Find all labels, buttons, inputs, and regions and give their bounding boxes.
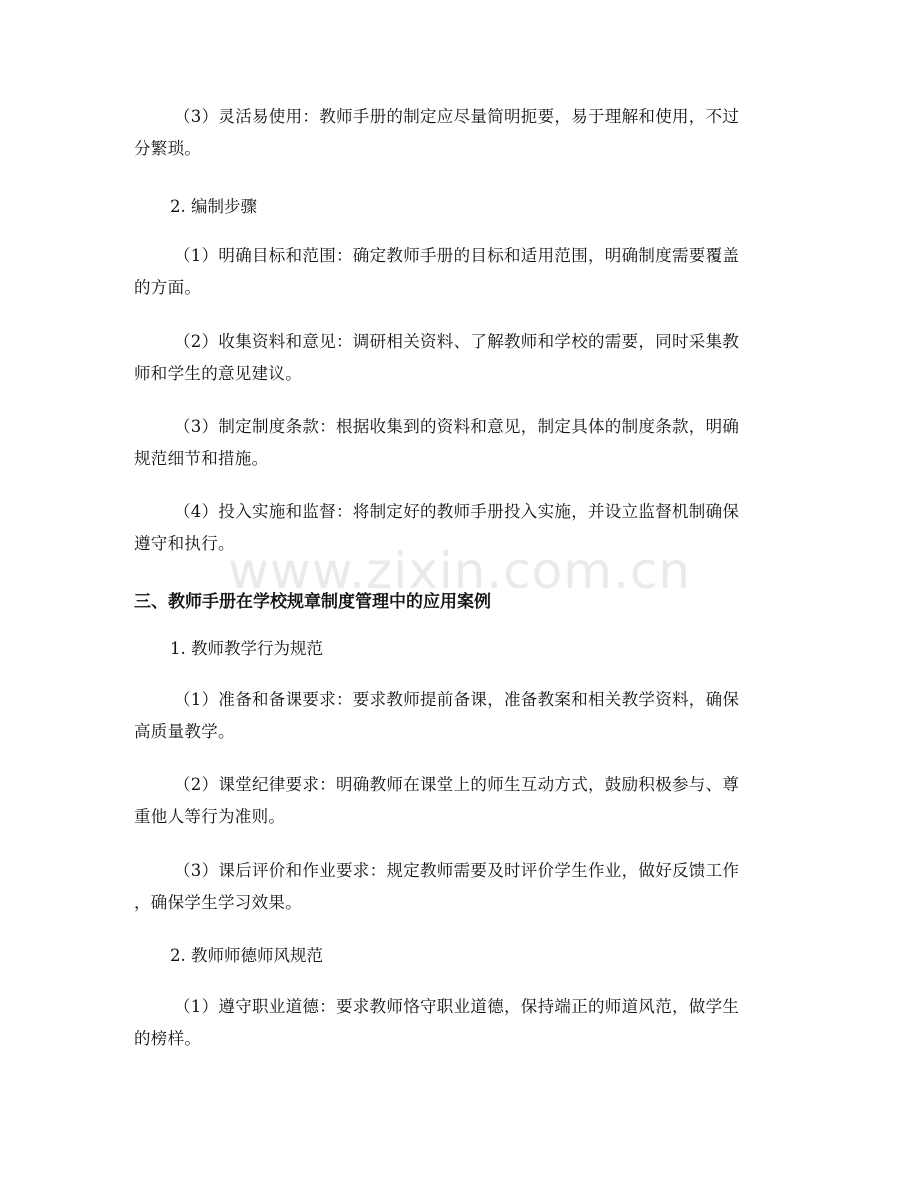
paragraph-implement-supervise bbox=[134, 496, 786, 560]
section-heading-application-cases: 三、教师手册在学校规章制度管理中的应用案例 bbox=[134, 592, 491, 612]
paragraph-line: （1）准备和备课要求：要求教师提前备课，准备教案和相关教学资料，确保 bbox=[174, 690, 740, 709]
paragraph-line: 分繁琐。 bbox=[134, 139, 202, 158]
paragraph-line: （1）遵守职业道德：要求教师恪守职业道德，保持端正的师道风范，做学生 bbox=[174, 997, 740, 1016]
paragraph-line: 高质量教学。 bbox=[134, 722, 235, 741]
paragraph-line: （2）收集资料和意见：调研相关资料、了解教师和学校的需要，同时采集教 bbox=[174, 332, 740, 351]
paragraph-line: ，确保学生学习效果。 bbox=[134, 893, 302, 912]
paragraph-line: 重他人等行为准则。 bbox=[134, 807, 286, 826]
watermark: www.zixin.com.cn bbox=[228, 542, 692, 600]
paragraph-line: 规范细节和措施。 bbox=[134, 449, 269, 468]
subheading-teacher-ethics: 2. 教师师德师风规范 bbox=[170, 946, 323, 965]
subheading-teaching-conduct: 1. 教师教学行为规范 bbox=[170, 639, 323, 658]
paragraph-draft-clauses bbox=[134, 411, 786, 475]
paragraph-collect-materials bbox=[134, 326, 786, 390]
paragraph-line: 的方面。 bbox=[134, 278, 202, 297]
paragraph-line: 遵守和执行。 bbox=[134, 534, 235, 553]
paragraph-flexible-use bbox=[134, 101, 786, 165]
paragraph-professional-ethics bbox=[134, 991, 786, 1055]
paragraph-line: （1）明确目标和范围：确定教师手册的目标和适用范围，明确制度需要覆盖 bbox=[174, 246, 740, 265]
paragraph-lesson-prep bbox=[134, 684, 786, 748]
subheading-compile-steps: 2. 编制步骤 bbox=[170, 197, 257, 216]
paragraph-line: （4）投入实施和监督：将制定好的教师手册投入实施，并设立监督机制确保 bbox=[174, 502, 740, 521]
paragraph-line: 的榜样。 bbox=[134, 1029, 202, 1048]
paragraph-homework-evaluation bbox=[134, 855, 786, 919]
paragraph-line: （3）灵活易使用：教师手册的制定应尽量简明扼要，易于理解和使用，不过 bbox=[174, 107, 740, 126]
paragraph-define-goals bbox=[134, 240, 786, 304]
paragraph-line: （3）课后评价和作业要求：规定教师需要及时评价学生作业，做好反馈工作 bbox=[174, 861, 740, 880]
paragraph-line: （3）制定制度条款：根据收集到的资料和意见，制定具体的制度条款，明确 bbox=[174, 417, 740, 436]
paragraph-line: 师和学生的意见建议。 bbox=[134, 364, 302, 383]
paragraph-classroom-discipline bbox=[134, 769, 786, 833]
paragraph-line: （2）课堂纪律要求：明确教师在课堂上的师生互动方式，鼓励积极参与、尊 bbox=[174, 775, 740, 794]
